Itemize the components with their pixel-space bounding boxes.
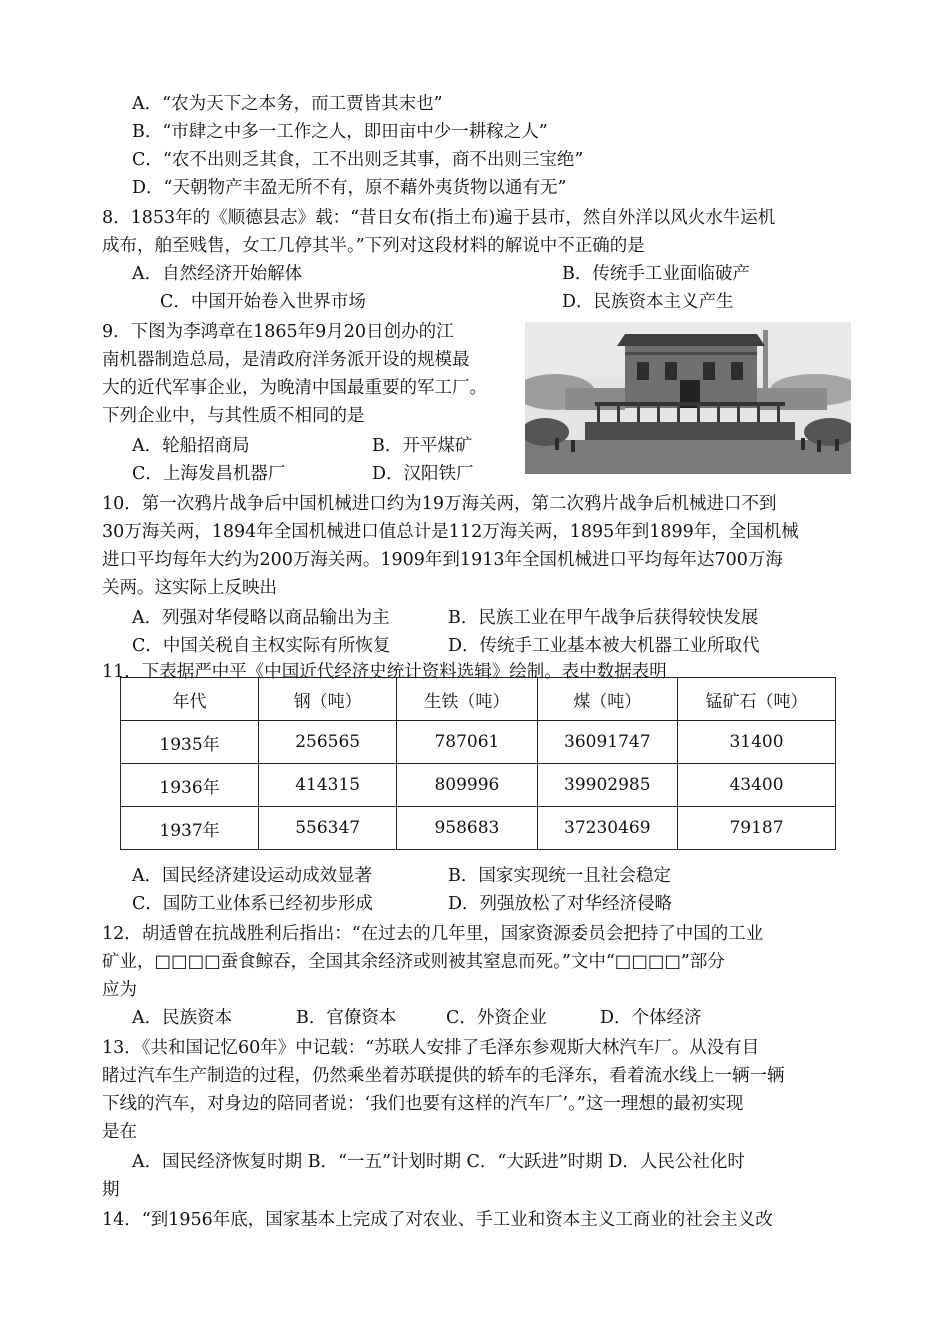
statistics-table xyxy=(120,677,836,850)
table-cell: 39902985 xyxy=(537,764,677,807)
q10-stem-line2: 30万海关两，1894年全国机械进口值总计是112万海关两，1895年到1899年，全国机械 xyxy=(102,522,799,542)
table-cell: 43400 xyxy=(678,764,836,807)
table-cell: 256565 xyxy=(259,721,397,764)
header-manganese: 锰矿石（吨） xyxy=(678,678,836,721)
header-pig-iron: 生铁（吨） xyxy=(397,678,537,721)
q8-option-d: D．民族资本主义产生 xyxy=(562,292,734,312)
q9-option-a: A．轮船招商局 xyxy=(132,436,250,456)
q7-option-d: D．“天朝物产丰盈无所不有，原不藉外夷货物以通有无” xyxy=(132,178,567,198)
q13-options-wrap: 期 xyxy=(102,1180,120,1200)
table-cell: 809996 xyxy=(397,764,537,807)
q8-option-c: C．中国开始卷入世界市场 xyxy=(160,292,366,312)
q7-option-c: C．“农不出则乏其食，工不出则乏其事，商不出则三宝绝” xyxy=(132,150,584,170)
q12-stem-line1: 12．胡适曾在抗战胜利后指出：“在过去的几年里，国家资源委员会把持了中国的工业 xyxy=(102,924,764,944)
q10-option-c: C．中国关税自主权实际有所恢复 xyxy=(132,636,391,656)
table-cell: 958683 xyxy=(397,807,537,850)
q11-option-d: D．列强放松了对华经济侵略 xyxy=(448,894,673,914)
q10-stem-line1: 10．第一次鸦片战争后中国机械进口约为19万海关两，第二次鸦片战争后机械进口不到 xyxy=(102,494,777,514)
q8-option-a: A．自然经济开始解体 xyxy=(132,264,303,284)
table-row xyxy=(121,807,836,850)
q8-stem-line1: 8．1853年的《顺德县志》载：“昔日女布(指土布)遍于县市，然自外洋以风火水牛运机 xyxy=(102,208,776,228)
q11-option-a: A．国民经济建设运动成效显著 xyxy=(132,866,373,886)
q10-stem-line4: 关两。这实际上反映出 xyxy=(102,578,277,598)
q12-option-c: C．外资企业 xyxy=(446,1008,547,1028)
table-header-row xyxy=(121,678,836,721)
q9-stem-line4: 下列企业中，与其性质不相同的是 xyxy=(102,406,365,426)
q8-option-b: B．传统手工业面临破产 xyxy=(562,264,750,284)
q10-option-a: A．列强对华侵略以商品输出为主 xyxy=(132,608,390,628)
q9-option-d: D．汉阳铁厂 xyxy=(372,464,474,484)
q13-options: A．国民经济恢复时期 B．“一五”计划时期 C．“大跃进”时期 D．人民公社化时 xyxy=(132,1152,745,1172)
q10-option-b: B．民族工业在甲午战争后获得较快发展 xyxy=(448,608,759,628)
header-year: 年代 xyxy=(121,678,259,721)
table-cell: 787061 xyxy=(397,721,537,764)
table-cell: 414315 xyxy=(259,764,397,807)
table-cell: 79187 xyxy=(678,807,836,850)
q13-stem-line4: 是在 xyxy=(102,1122,137,1142)
q8-stem-line2: 成布，舶至贱售，女工几停其半。”下列对这段材料的解说中不正确的是 xyxy=(102,236,645,256)
q12-option-b: B．官僚资本 xyxy=(296,1008,397,1028)
header-coal: 煤（吨） xyxy=(537,678,677,721)
table-cell: 31400 xyxy=(678,721,836,764)
q11-option-b: B．国家实现统一且社会稳定 xyxy=(448,866,671,886)
q12-stem-line2: 矿业，□□□□蚕食鲸吞，全国其余经济或则被其窒息而死。”文中“□□□□”部分 xyxy=(102,952,725,972)
q9-option-c: C．上海发昌机器厂 xyxy=(132,464,286,484)
q12-option-a: A．民族资本 xyxy=(132,1008,233,1028)
table-row xyxy=(121,764,836,807)
q13-stem-line2: 睹过汽车生产制造的过程，仍然乘坐着苏联提供的轿车的毛泽东，看着流水线上一辆一辆 xyxy=(102,1066,785,1086)
table-cell: 36091747 xyxy=(537,721,677,764)
q9-option-b: B．开平煤矿 xyxy=(372,436,473,456)
q9-stem-line3: 大的近代军事企业，为晚清中国最重要的军工厂。 xyxy=(102,378,487,398)
q7-option-a: A．“农为天下之本务，而工贾皆其末也” xyxy=(132,94,443,114)
q14-stem-line1: 14．“到1956年底，国家基本上完成了对农业、手工业和资本主义工商业的社会主义改 xyxy=(102,1210,773,1230)
table-cell: 37230469 xyxy=(537,807,677,850)
q7-option-b: B．“市肆之中多一工作之人，即田亩中少一耕稼之人” xyxy=(132,122,548,142)
q10-option-d: D．传统手工业基本被大机器工业所取代 xyxy=(448,636,760,656)
q13-stem-line3: 下线的汽车，对身边的陪同者说：‘我们也要有这样的汽车厂’。”这一理想的最初实现 xyxy=(102,1094,744,1114)
q9-stem-line1: 9．下图为李鸿章在1865年9月20日创办的江 xyxy=(102,322,454,342)
q9-stem-line2: 南机器制造总局，是清政府洋务派开设的规模最 xyxy=(102,350,470,370)
q10-stem-line3: 进口平均每年大约为200万海关两。1909年到1913年全国机械进口平均每年达700万海 xyxy=(102,550,783,570)
header-steel: 钢（吨） xyxy=(259,678,397,721)
table-cell: 556347 xyxy=(259,807,397,850)
jiangnan-arsenal-photo xyxy=(525,322,851,474)
table-cell: 1937年 xyxy=(121,807,259,850)
q12-stem-line3: 应为 xyxy=(102,980,137,1000)
table-cell: 1936年 xyxy=(121,764,259,807)
q11-option-c: C．国防工业体系已经初步形成 xyxy=(132,894,373,914)
table-row xyxy=(121,721,836,764)
table-cell: 1935年 xyxy=(121,721,259,764)
q11-stem: 11．下表据严中平《中国近代经济史统计资料选辑》绘制。表中数据表明 xyxy=(102,662,667,682)
q12-option-d: D．个体经济 xyxy=(600,1008,702,1028)
q13-stem-line1: 13．《共和国记忆60年》中记载：“苏联人安排了毛泽东参观斯大林汽车厂。从没有目 xyxy=(102,1038,760,1058)
